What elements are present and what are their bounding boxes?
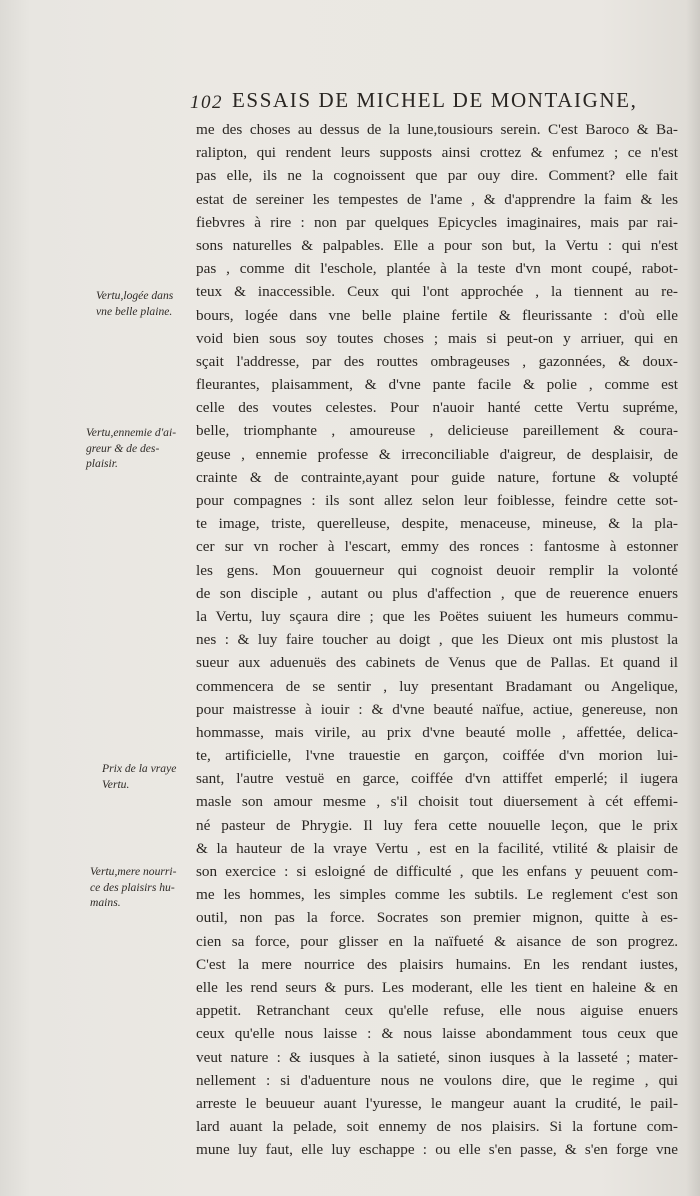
text-line: lard auant la pelade, soit ennemy de nos plaisirs. Si la fortune com- (196, 1118, 678, 1136)
marginal-note (86, 425, 176, 472)
text-line: ceux qu'elle nous laisse : & nous laisse abondamment tous ceux que (196, 1025, 678, 1043)
marginal-note-line: greur & de des- (86, 441, 160, 455)
text-line: geuse , ennemie professe & irreconciliable d'aigreur, de desplaisir, de (196, 445, 678, 463)
text-line: ralipton, qui rendent leurs supposts ainsi crottez & enfumez ; ce n'est (196, 144, 678, 162)
marginal-note-line: Vertu,mere nourri- (90, 865, 177, 878)
text-line: fleurantes, plaisamment, & d'vne pante facile & polie , comme est (196, 376, 678, 394)
text-line: cer sur vn rocher à l'escart, emmy des ronces : fantosme à estonner (196, 538, 678, 556)
text-line: de son disciple , autant ou plus d'affection , que de reuerence enuers (196, 584, 678, 602)
text-line: nes : & luy faire toucher au doigt , que les Dieux ont mis plustost la (196, 631, 678, 649)
text-line: belle, triomphante , amoureuse , delicieuse pareillement & coura- (196, 422, 678, 440)
text-line: les gens. Mon gouuerneur qui cognoist deuoir remplir la volonté (196, 561, 678, 579)
text-line: la Vertu, luy sçaura dire ; que les Poëtes suiuent les humeurs commu- (196, 607, 678, 625)
text-line: pas elle, ils ne la cognoissent que par ouy dire. Comment? elle fait (196, 167, 678, 185)
page-gutter-shadow (686, 0, 700, 1196)
text-line: commencera de se sentir , luy presentant Bradamant ou Angelique, (196, 677, 678, 695)
marginal-note-line: Vertu,ennemie d'ai- (86, 426, 177, 439)
text-line: te, artificielle, l'vne trauestie en garçon, coiffée d'vn morion lui- (196, 747, 678, 765)
text-line: né pasteur de Phrygie. Il luy fera cette nouuelle leçon, que le prix (196, 816, 678, 834)
text-line: cien sa force, pour glisser en la naïfueté & aisance de son progrez. (196, 932, 678, 950)
text-line: sueur aux aduenuës des cabinets de Venus que de Pallas. Et quand il (196, 654, 678, 672)
text-line: void bien sous soy toutes choses ; mais si peut-on y arriuer, qui en (196, 329, 678, 347)
text-line: appetit. Retranchant ceux qu'elle refuse, elle nous aiguise enuers (196, 1002, 678, 1020)
text-line: te image, triste, querelleuse, despite, menaceuse, mineuse, & la pla- (196, 515, 678, 533)
marginal-note (96, 288, 173, 319)
text-line: nellement : si d'aduenture nous ne voulons dire, que le regime , qui (196, 1071, 678, 1089)
running-head: ESSAIS DE MICHEL DE MONTAIGNE, (232, 88, 638, 112)
text-line: mune luy faut, elle luy eschappe : ou elle s'en passe, & s'en forge vne (196, 1141, 678, 1159)
text-line: & la hauteur de la vraye Vertu , est en la facilité, vtilité & plaisir de (196, 839, 678, 857)
text-line: veut nature : & iusques à la satieté, sinon iusques à la lasseté ; mater- (196, 1048, 678, 1066)
text-line: bours, logée dans vne belle plaine fertile & fleurissante : d'où elle (196, 306, 678, 324)
text-line: masle son amour mesme , s'il choisit tout diuersement à cét effemi- (196, 793, 678, 811)
text-line: pour compagnes : ils sont allez selon leur foiblesse, feindre cette sot- (196, 492, 678, 509)
marginal-note-line: mains. (90, 896, 121, 910)
text-line: sant, l'autre vestuë en garce, coiffée d'vn attiffet emperlé; il iugera (196, 770, 678, 788)
marginal-note-line: Prix de la vraye (102, 762, 177, 775)
text-line: me les hommes, les simples comme les subtils. Le reglement c'est son (196, 886, 678, 904)
text-line: sçait l'addresse, par des routtes ombrageuses , gazonnées, & doux- (196, 352, 678, 370)
text-line: sons naturelles & palpables. Elle a pour son but, la Vertu : qui n'est (196, 236, 678, 254)
body-text (196, 118, 678, 1161)
text-line: arreste le beuueur auant l'yuresse, le mangeur auant la crudité, le pail- (196, 1094, 678, 1112)
marginal-note-line: plaisir. (86, 457, 118, 471)
text-line: son exercice : si esloigné de difficulté , que les enfans y peuuent com- (196, 863, 678, 880)
text-line: hommasse, mais virile, au prix d'vne beauté molle , affettée, delica- (196, 723, 678, 741)
text-line: elle les rend seurs & purs. Les moderant, elle les tient en haleine & en (196, 978, 678, 996)
marginal-note-line: Vertu,logée dans (96, 289, 174, 302)
text-line: celle des voutes celestes. Pour n'auoir hanté cette Vertu supréme, (196, 399, 678, 417)
text-line: outil, non pas la force. Socrates son premier mignon, quitte à es- (196, 909, 678, 927)
text-line: teux & inaccessible. Ceux qui l'ont approchée , la tiennent au re- (196, 283, 678, 301)
text-line: crainte & de contrainte,ayant pour guide nature, fortune & volupté (196, 468, 678, 486)
text-line: estat de sereiner les tempestes de l'ame , & d'apprendre la faim & les (196, 190, 678, 208)
marginal-note-line: Vertu. (102, 777, 130, 791)
page-number: 102 (190, 92, 223, 113)
text-line: pas , comme dit l'eschole, plantée à la teste d'vn mont coupé, rabot- (196, 260, 678, 278)
text-line: C'est la mere nourrice des plaisirs humains. En les rendant iustes, (196, 955, 678, 973)
marginal-note (102, 761, 176, 792)
marginal-note-line: ce des plaisirs hu- (90, 880, 175, 894)
page-header (190, 88, 670, 116)
marginal-note (90, 864, 177, 911)
text-line: pour maistresse à iouir : & d'vne beauté naïfue, actiue, genereuse, non (196, 700, 678, 718)
text-line: fiebvres à rire : non par quelques Epicycles imaginaires, mais par rai- (196, 213, 678, 231)
marginal-note-line: vne belle plaine. (96, 304, 173, 318)
text-line: me des choses au dessus de la lune,tousiours serein. C'est Baroco & Ba- (196, 121, 678, 138)
